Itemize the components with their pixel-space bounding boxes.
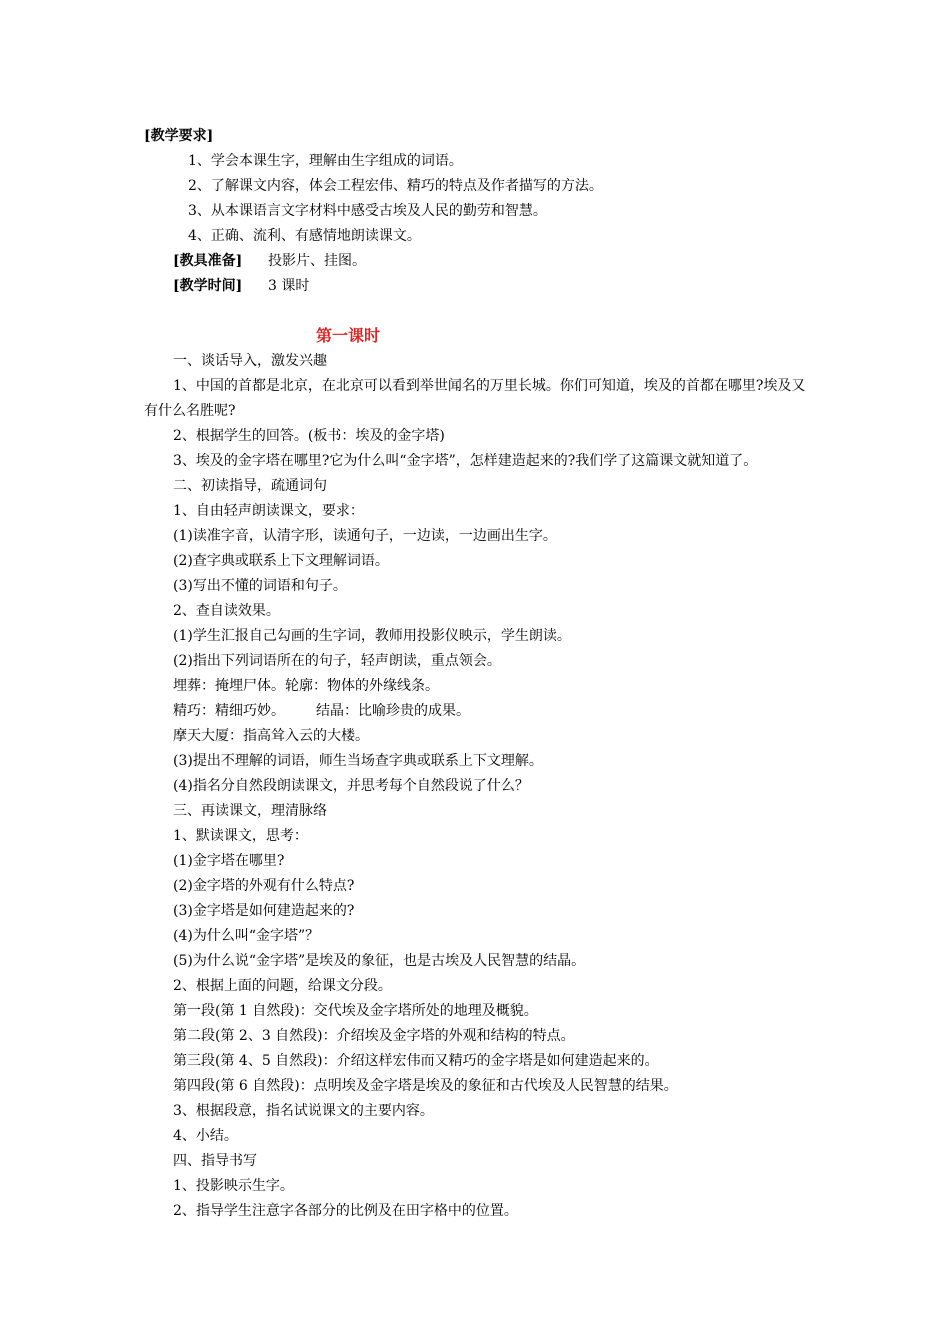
text-line: (5)为什么说“金字塔”是埃及的象征，也是古埃及人民智慧的结晶。: [173, 953, 586, 969]
text-line: 三、再读课文，理清脉络: [173, 803, 327, 819]
text-line: 1、自由轻声朗读课文，要求：: [173, 503, 364, 519]
text-line: 结晶：比喻珍贵的成果。: [316, 703, 470, 719]
text-line: 2、根据学生的回答。(板书：埃及的金字塔): [173, 428, 445, 444]
text-line: 埋葬：掩埋尸体。轮廓：物体的外缘线条。: [173, 678, 439, 694]
time-label: [教学时间]: [173, 278, 243, 294]
requirement-item: 1、学会本课生字，理解由生字组成的词语。: [188, 153, 463, 169]
text-line: (1)学生汇报自己勾画的生字词，教师用投影仪映示，学生朗读。: [173, 628, 571, 644]
text-line: 1、默读课文，思考：: [173, 828, 308, 844]
text-line: (2)查字典或联系上下文理解词语。: [173, 553, 389, 569]
time-value: 3 课时: [268, 278, 310, 294]
text-line: 第一段(第 1 自然段)：交代埃及金字塔所处的地理及概貌。: [173, 1003, 538, 1019]
text-line: 摩天大厦：指高耸入云的大楼。: [173, 728, 369, 744]
requirements-heading: [教学要求]: [144, 128, 214, 144]
text-line: (3)金字塔是如何建造起来的?: [173, 903, 355, 919]
materials-value: 投影片、挂图。: [268, 253, 366, 269]
text-line: 第四段(第 6 自然段)：点明埃及金字塔是埃及的象征和古代埃及人民智慧的结果。: [173, 1078, 678, 1094]
text-line: 4、小结。: [173, 1128, 238, 1144]
text-line: 第三段(第 4、5 自然段)：介绍这样宏伟而又精巧的金字塔是如何建造起来的。: [173, 1053, 659, 1069]
text-line: 3、根据段意，指名试说课文的主要内容。: [173, 1103, 434, 1119]
text-line: 2、指导学生注意字各部分的比例及在田字格中的位置。: [173, 1203, 518, 1219]
text-line: 1、中国的首都是北京，在北京可以看到举世闻名的万里长城。你们可知道，埃及的首都在哪里?埃及又: [173, 378, 806, 394]
text-line: (2)金字塔的外观有什么特点?: [173, 878, 355, 894]
text-line: 2、查自读效果。: [173, 603, 280, 619]
materials-label: [教具准备]: [173, 253, 243, 269]
text-line: (2)指出下列词语所在的句子，轻声朗读，重点领会。: [173, 653, 501, 669]
text-line: (1)金字塔在哪里?: [173, 853, 285, 869]
text-line: 二、初读指导，疏通词句: [173, 478, 327, 494]
text-line: (4)指名分自然段朗读课文，并思考每个自然段说了什么？: [173, 778, 529, 794]
requirement-item: 3、从本课语言文字材料中感受古埃及人民的勤劳和智慧。: [188, 203, 547, 219]
lesson-title: 第一课时: [316, 326, 381, 345]
text-line: (4)为什么叫“金字塔”？: [173, 928, 320, 944]
text-line: 第二段(第 2、3 自然段)：介绍埃及金字塔的外观和结构的特点。: [173, 1028, 575, 1044]
text-line: 2、根据上面的问题，给课文分段。: [173, 978, 392, 994]
text-line: (3)写出不懂的词语和句子。: [173, 578, 347, 594]
text-line: 精巧：精细巧妙。: [173, 703, 285, 719]
text-line: 3、埃及的金字塔在哪里?它为什么叫“金字塔”，怎样建造起来的?我们学了这篇课文就知道了。: [173, 453, 758, 469]
requirement-item: 2、了解课文内容，体会工程宏伟、精巧的特点及作者描写的方法。: [188, 178, 603, 194]
text-line: 1、投影映示生字。: [173, 1178, 294, 1194]
text-line: 有什么名胜呢?: [144, 403, 236, 419]
text-line: (1)读准字音，认清字形，读通句子，一边读，一边画出生字。: [173, 528, 557, 544]
text-line: 一、谈话导入，激发兴趣: [173, 353, 327, 369]
text-line: (3)提出不理解的词语，师生当场查字典或联系上下文理解。: [173, 753, 543, 769]
text-line: 四、指导书写: [173, 1153, 257, 1169]
requirement-item: 4、正确、流利、有感情地朗读课文。: [188, 228, 421, 244]
